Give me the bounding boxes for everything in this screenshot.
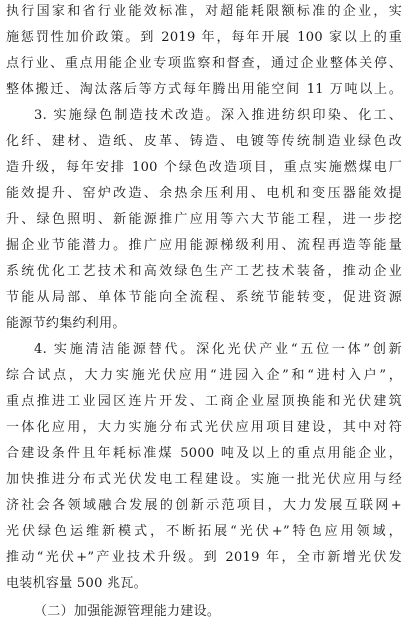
- section-heading-line: 3. 实施绿色制造技术改造。深入推进纺织印染、化工、: [34, 108, 402, 123]
- subsection-heading: （二）加强能源管理能力建设。: [34, 604, 221, 619]
- text-line: 整体搬迁、淘汰落后等方式每年腾出用能空间 11 万吨以上。: [6, 82, 402, 97]
- text-line: 能源节约集约利用。: [6, 316, 126, 331]
- text-line: 电装机容量 500 兆瓦。: [6, 576, 147, 591]
- text-line: 能效提升、窑炉改造、余热余压利用、电机和变压器能效提: [6, 186, 402, 201]
- section-heading-line: 4. 实施清洁能源替代。深化光伏产业“五位一体”创新: [34, 342, 402, 357]
- text-line: 加快推进分布式光伏发电工程建设。实施一批光伏应用与经: [6, 472, 402, 487]
- text-line: 化纤、建材、造纸、皮革、铸造、电镀等传统制造业绿色改: [6, 134, 402, 149]
- text-line: 执行国家和省行业能效标准，对超能耗限额标准的企业，实: [6, 4, 402, 19]
- text-line: 掘企业节能潜力。推广应用能源梯级利用、流程再造等能量: [6, 238, 402, 253]
- text-line: 综合试点，大力实施光伏应用“进园入企”和“进村入户”，: [6, 368, 402, 383]
- text-line: 节能从局部、单体节能向全流程、系统节能转变，促进资源: [6, 290, 402, 305]
- text-line: 推动“光伏+”产业技术升级。到 2019 年，全市新增光伏发: [6, 550, 402, 565]
- text-line: 重点推进工业园区连片开发、工商企业屋顶换能和光伏建筑: [6, 394, 402, 409]
- text-line: 一体化应用，大力实施分布式光伏应用项目建设，其中对符: [6, 420, 402, 435]
- text-line: 造升级，每年安排 100 个绿色改造项目，重点实施燃煤电厂: [6, 160, 402, 175]
- text-line: 点行业、重点用能企业专项监察和督查，通过企业整体关停、: [6, 56, 402, 71]
- text-line: 系统优化工艺技术和高效绿色生产工艺技术装备，推动企业: [6, 264, 402, 279]
- text-line: 合建设条件且年耗标准煤 5000 吨及以上的重点用能企业，: [6, 446, 402, 461]
- text-line: 施惩罚性加价政策。到 2019 年，每年开展 100 家以上的重: [6, 30, 402, 45]
- text-line: 光伏绿色运维新模式，不断拓展“光伏+”特色应用领域，: [6, 524, 402, 539]
- text-line: 济社会各领域融合发展的创新示范项目，大力发展互联网+: [6, 498, 402, 513]
- text-line: 升、绿色照明、新能源推广应用等六大节能工程，进一步挖: [6, 212, 402, 227]
